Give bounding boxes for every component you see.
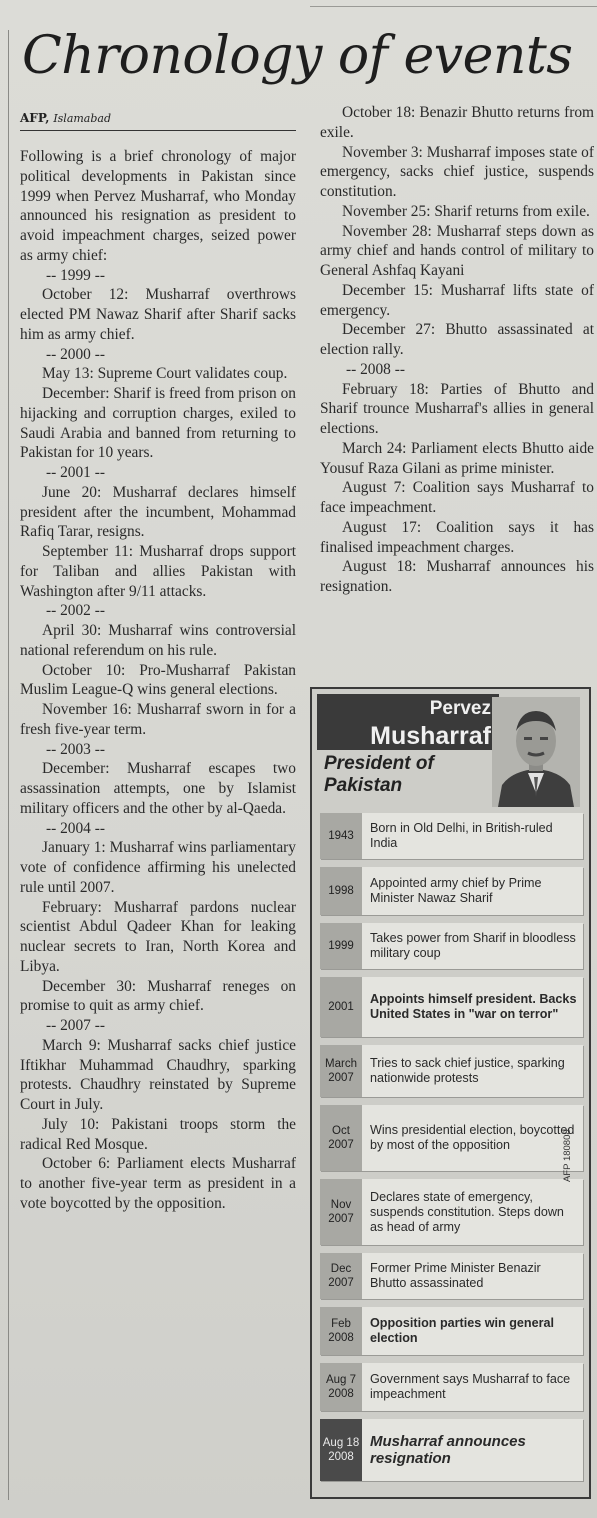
byline-agency: AFP,	[20, 111, 50, 125]
chronology-entry: May 13: Supreme Court validates coup.	[42, 365, 288, 383]
timeline-date: Feb 2008	[320, 1307, 362, 1355]
chronology-entry: December: Musharraf escapes two assassination attempts, one by Islamist military officers and the other by al-Qaeda.	[20, 760, 296, 817]
article-column-1	[20, 147, 296, 1214]
timeline-description: Former Prime Minister Benazir Bhutto assassinated	[370, 1261, 541, 1290]
chronology-entry: February 18: Parties of Bhutto and Sharif trounce Musharraf's allies in general elections.	[320, 380, 594, 437]
timeline-entry	[320, 867, 583, 915]
chronology-entry: November 3: Musharraf imposes state of emergency, sacks chief justice, suspends constitution.	[320, 143, 594, 200]
timeline-description: Tries to sack chief justice, sparking nationwide protests	[370, 1056, 565, 1085]
year-heading: -- 2002 --	[46, 602, 105, 620]
year-heading: -- 2003 --	[46, 740, 105, 758]
chronology-entry: January 1: Musharraf wins parliamentary vote of confidence affirming his unelected rule until 2007.	[20, 839, 296, 896]
chronology-entry: October 10: Pro-Musharraf Pakistan Muslim League-Q wins general elections.	[20, 661, 296, 699]
chronology-entry: December 15: Musharraf lifts state of emergency.	[320, 281, 594, 319]
timeline-description: Born in Old Delhi, in British-ruled India	[370, 821, 553, 850]
timeline-description: Wins presidential election, boycotted by most of the opposition	[370, 1123, 575, 1152]
timeline-entry	[320, 923, 583, 969]
infobox-first-name: Pervez	[429, 698, 491, 719]
year-heading: -- 2000 --	[46, 345, 105, 363]
timeline-date: 1943	[320, 813, 362, 859]
year-heading: -- 2004 --	[46, 819, 105, 837]
timeline-date: Oct 2007	[320, 1105, 362, 1171]
timeline-description: Appoints himself president. Backs United States in "war on terror"	[370, 992, 577, 1021]
timeline-entry	[320, 977, 583, 1037]
infobox-name-banner	[317, 694, 499, 750]
infobox-last-name: Musharraf	[370, 722, 491, 750]
timeline-description: Government says Musharraf to face impeachment	[370, 1372, 571, 1401]
chronology-entry: February: Musharraf pardons nuclear scientist Abdul Qadeer Khan for leaking nuclear secrets to Iran, North Korea and Libya.	[20, 898, 296, 975]
chronology-entry: December: Sharif is freed from prison on hijacking and corruption charges, exiled to Saudi Arabia and banned from returning to Pakistan for 10 years.	[20, 385, 296, 462]
top-rule	[310, 6, 597, 7]
chronology-entry: December 27: Bhutto assassinated at election rally.	[320, 321, 594, 358]
timeline-description: Appointed army chief by Prime Minister Nawaz Sharif	[370, 876, 542, 905]
year-heading: -- 1999 --	[46, 266, 105, 284]
timeline-date: 1998	[320, 867, 362, 915]
chronology-entry: October 18: Benazir Bhutto returns from exile.	[320, 104, 594, 141]
chronology-entry: March 9: Musharraf sacks chief justice Iftikhar Muhammad Chaudhry, sparking protests. Chaudhry reinstated by Supreme Court in July.	[20, 1036, 296, 1113]
chronology-entry: September 11: Musharraf drops support for Taliban and allies Pakistan with Washington after 9/11 attacks.	[20, 543, 296, 600]
chronology-entry: June 20: Musharraf declares himself president after the incumbent, Mohammad Rafiq Tarar, resigns.	[20, 483, 296, 541]
headline: Chronology of events	[22, 26, 573, 86]
intro-paragraph: Following is a brief chronology of major political developments in Pakistan since 1999 when Pervez Musharraf, who Monday announced his resignation as president to avoid impeachment charges, seized power as army chief:	[20, 148, 296, 264]
timeline-date: 2001	[320, 977, 362, 1037]
timeline-entry	[320, 1253, 583, 1299]
year-heading: -- 2008 --	[346, 360, 405, 378]
chronology-entry: August 7: Coalition says Musharraf to face impeachment.	[320, 479, 594, 516]
musharraf-infobox	[310, 687, 591, 1499]
chronology-entry: March 24: Parliament elects Bhutto aide Yousuf Raza Gilani as prime minister.	[320, 439, 594, 477]
timeline-entry	[320, 1045, 583, 1097]
photo-credit: AFP 180808	[562, 1129, 573, 1182]
timeline-date: Dec 2007	[320, 1253, 362, 1299]
infobox-subtitle: President of Pakistan	[324, 753, 434, 796]
chronology-entry: April 30: Musharraf wins controversial national referendum on his rule.	[20, 622, 296, 659]
timeline-date: March 2007	[320, 1045, 362, 1097]
chronology-entry: November 25: Sharif returns from exile.	[342, 202, 590, 220]
byline-place: Islamabad	[53, 112, 112, 125]
timeline-entry	[320, 813, 583, 859]
timeline-entry	[320, 1105, 583, 1171]
chronology-entry: November 16: Musharraf sworn in for a fresh five-year term.	[20, 701, 296, 738]
portrait-illustration	[492, 697, 580, 807]
timeline-description: Musharraf announces resignation	[370, 1433, 526, 1467]
timeline-entry	[320, 1363, 583, 1411]
chronology-entry: July 10: Pakistani troops storm the radical Red Mosque.	[20, 1115, 296, 1153]
timeline-date: Nov 2007	[320, 1179, 362, 1245]
portrait-photo	[492, 697, 580, 807]
byline	[20, 108, 296, 131]
article-column-2	[320, 103, 594, 597]
timeline-entry	[320, 1307, 583, 1355]
chronology-entry: December 30: Musharraf reneges on promise to quit as army chief.	[20, 977, 296, 1015]
chronology-entry: August 18: Musharraf announces his resignation.	[320, 558, 594, 595]
year-heading: -- 2001 --	[46, 464, 105, 481]
column-divider	[8, 30, 9, 1500]
timeline-date: Aug 7 2008	[320, 1363, 362, 1411]
chronology-entry: November 28: Musharraf steps down as army chief and hands control of military to General Ashfaq Kayani	[320, 222, 594, 279]
timeline-description: Takes power from Sharif in bloodless military coup	[370, 931, 576, 960]
timeline-description: Opposition parties win general election	[370, 1316, 555, 1345]
timeline-entry	[320, 1179, 583, 1245]
chronology-entry: October 6: Parliament elects Musharraf to another five-year term as president in a vote boycotted by the opposition.	[20, 1155, 296, 1212]
timeline-date: 1999	[320, 923, 362, 969]
timeline-description: Declares state of emergency, suspends constitution. Steps down as head of army	[370, 1189, 564, 1234]
timeline-entry	[320, 1419, 583, 1481]
chronology-entry: October 12: Musharraf overthrows elected PM Nawaz Sharif after Sharif sacks him as army chief.	[20, 286, 296, 343]
year-heading: -- 2007 --	[46, 1017, 105, 1034]
timeline-date: Aug 18 2008	[320, 1419, 362, 1481]
chronology-entry: August 17: Coalition says it has finalised impeachment charges.	[320, 518, 594, 556]
